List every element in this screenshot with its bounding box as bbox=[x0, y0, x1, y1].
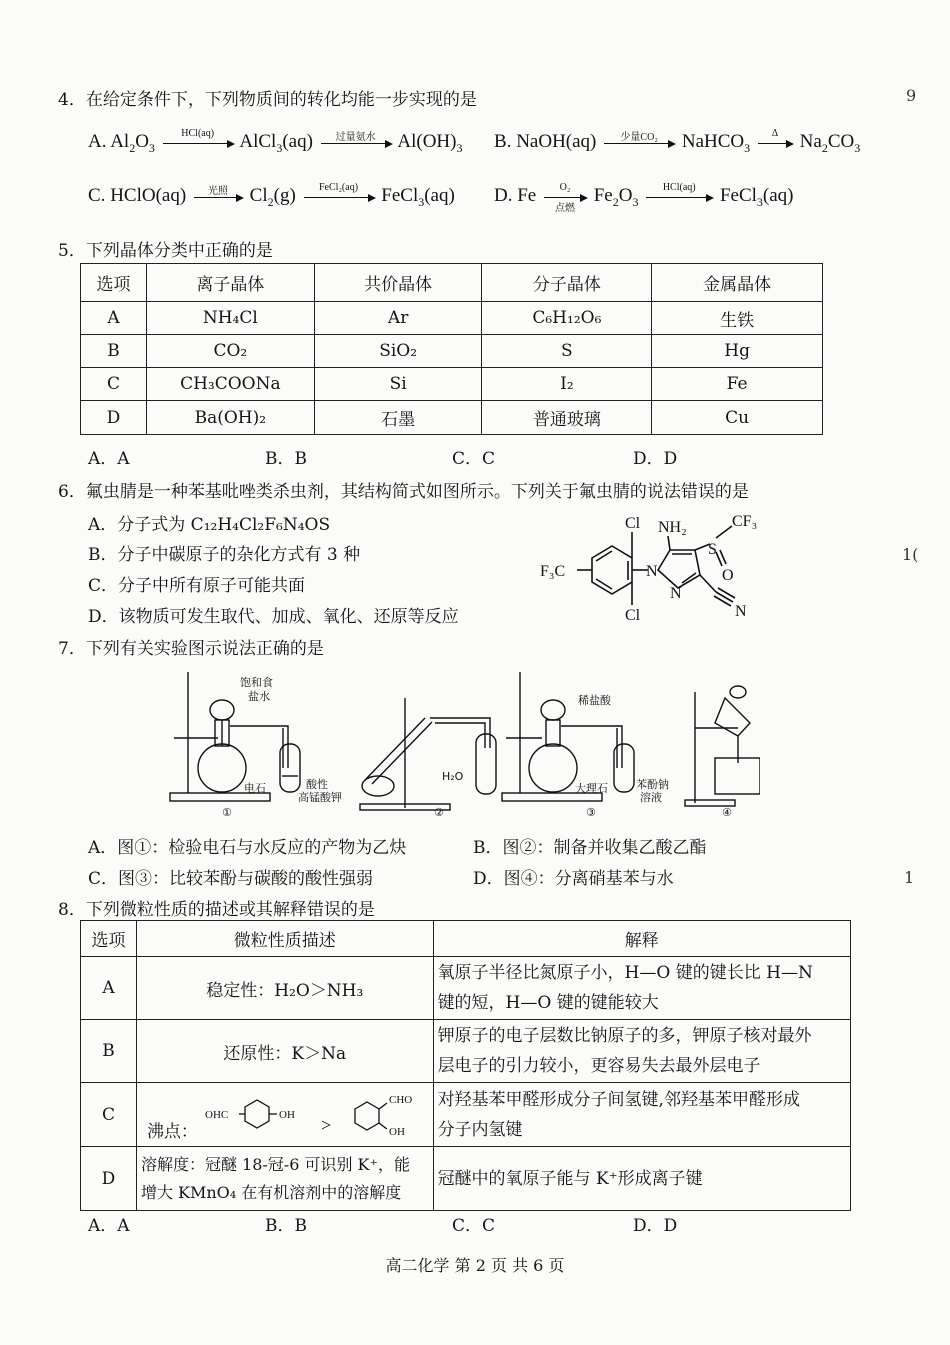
table-cell: D bbox=[81, 401, 147, 435]
svg-text:OH: OH bbox=[278, 1109, 295, 1121]
question-5-stem: 5．下列晶体分类中正确的是 bbox=[58, 241, 273, 261]
q8-answer-c[interactable]: C．C bbox=[452, 1216, 496, 1236]
reaction-arrow: 少量CO₂ bbox=[604, 141, 674, 144]
svg-text:>: > bbox=[320, 1115, 332, 1135]
header-cell: 离子晶体 bbox=[146, 264, 314, 302]
oxygen-label: O bbox=[722, 567, 734, 584]
label-water: H₂O bbox=[442, 770, 464, 783]
reaction-arrow: HCl(aq) bbox=[646, 195, 712, 198]
figure-number: ① bbox=[222, 806, 232, 819]
explanation-cell: 对羟基苯甲醛形成分子间氢键,邻羟基苯甲醛形成 分子内氢键 bbox=[433, 1083, 850, 1147]
table-cell: Ba(OH)₂ bbox=[146, 401, 314, 435]
table-cell: Si bbox=[314, 368, 482, 401]
q7-option-c[interactable]: C．图③：比较苯酚与碳酸的酸性强弱 bbox=[88, 869, 374, 889]
f3c-label: F₃C bbox=[540, 563, 566, 580]
label-carbide: 电石 bbox=[244, 782, 266, 795]
header-cell: 选项 bbox=[81, 264, 147, 302]
q4-option-d[interactable]: D. Fe O₂ 点燃 $Fe_2O_3$ HCl(aq) FeCl$_3$(aq) bbox=[494, 182, 794, 215]
table-row bbox=[81, 1083, 851, 1147]
nitrogen-label: N bbox=[646, 563, 658, 580]
label-phenoxide: 苯酚钠 bbox=[636, 778, 669, 791]
q7-option-a[interactable]: A．图①：检验电石与水反应的产物为乙炔 bbox=[88, 838, 407, 858]
q4-option-a[interactable]: A. $Al_2O_3$ HCl(aq) AlCl$_3$(aq) 过量氨水 $Al(OH)_3$ bbox=[88, 128, 463, 155]
table-cell: D bbox=[81, 1147, 137, 1211]
experiment-figures bbox=[160, 668, 760, 820]
table-row bbox=[81, 302, 823, 335]
label-marble: 大理石 bbox=[575, 782, 608, 795]
reaction-arrow: HCl(aq) bbox=[163, 141, 233, 144]
fipronil-structure bbox=[530, 510, 780, 625]
table-row bbox=[81, 401, 823, 435]
page-margin-mark: 1( bbox=[902, 545, 919, 564]
header-cell: 选项 bbox=[81, 921, 137, 957]
label-kmno4-2: 高锰酸钾 bbox=[298, 791, 342, 804]
header-cell: 共价晶体 bbox=[314, 264, 482, 302]
page-margin-mark: 1 bbox=[904, 868, 915, 887]
reaction-arrow: Δ bbox=[758, 141, 792, 144]
table-row bbox=[81, 368, 823, 401]
q8-answer-b[interactable]: B．B bbox=[265, 1216, 307, 1236]
table-header-row bbox=[81, 264, 823, 302]
table-header-row bbox=[81, 921, 851, 957]
table-row bbox=[81, 1020, 851, 1083]
table-cell: NH₄Cl bbox=[146, 302, 314, 335]
q8-answer-d[interactable]: D．D bbox=[633, 1216, 678, 1236]
q6-option-c[interactable]: C．分子中所有原子可能共面 bbox=[88, 576, 306, 596]
q4-option-b[interactable]: B. NaOH(aq) 少量CO₂ NaHCO$_3$ Δ $Na_2CO_3$ bbox=[494, 128, 861, 155]
table-cell: B bbox=[81, 1020, 137, 1083]
amino-label: NH₂ bbox=[658, 519, 687, 536]
page-margin-number: 9 bbox=[906, 86, 917, 105]
table-cell: SiO₂ bbox=[314, 335, 482, 368]
nitrile-n-label: N bbox=[735, 603, 747, 620]
particle-property-table bbox=[80, 920, 851, 1211]
q7-option-b[interactable]: B．图②：制备并收集乙酸乙酯 bbox=[473, 838, 707, 858]
table-row bbox=[81, 957, 851, 1020]
reaction-arrow: O₂ 点燃 bbox=[544, 195, 586, 198]
table-cell: Cu bbox=[652, 401, 823, 435]
table-row bbox=[81, 1147, 851, 1211]
q8-answer-a[interactable]: A．A bbox=[88, 1216, 130, 1236]
label-phenoxide-2: 溶液 bbox=[640, 791, 662, 804]
reaction-arrow: 光照 bbox=[194, 195, 242, 198]
svg-text:OH: OH bbox=[388, 1126, 405, 1138]
figure-number: ③ bbox=[586, 806, 596, 819]
nitrogen-label: N bbox=[670, 585, 682, 602]
header-cell: 微粒性质描述 bbox=[136, 921, 433, 957]
q5-answer-c[interactable]: C．C bbox=[452, 449, 496, 469]
label-brine-2: 盐水 bbox=[248, 690, 270, 703]
table-cell: 普通玻璃 bbox=[482, 401, 652, 435]
reaction-arrow: FeCl₂(aq) bbox=[304, 195, 374, 198]
table-cell: 溶解度：冠醚 18-冠-6 可识别 K⁺，能 增大 KMnO₄ 在有机溶剂中的溶解度 bbox=[136, 1147, 433, 1211]
table-cell: B bbox=[81, 335, 147, 368]
figure-number: ② bbox=[434, 806, 444, 819]
label-kmno4: 酸性 bbox=[306, 778, 328, 791]
cf3-label: CF₃ bbox=[732, 513, 758, 530]
sulfur-label: S bbox=[708, 541, 717, 558]
chlorine-label: Cl bbox=[625, 515, 641, 532]
header-cell: 分子晶体 bbox=[482, 264, 652, 302]
table-cell: S bbox=[482, 335, 652, 368]
figure-number: ④ bbox=[722, 806, 732, 819]
q5-answer-b[interactable]: B．B bbox=[265, 449, 307, 469]
table-row bbox=[81, 335, 823, 368]
q4-option-c[interactable]: C. HClO(aq) 光照 $Cl_2(g)$ FeCl₂(aq) FeCl$_3$(aq) bbox=[88, 182, 455, 209]
header-cell: 金属晶体 bbox=[652, 264, 823, 302]
explanation-cell: 冠醚中的氧原子能与 K⁺形成离子键 bbox=[433, 1147, 850, 1211]
table-cell: I₂ bbox=[482, 368, 652, 401]
svg-text:CHO: CHO bbox=[388, 1094, 413, 1106]
table-cell: CH₃COONa bbox=[146, 368, 314, 401]
table-cell: Ar bbox=[314, 302, 482, 335]
table-cell: C bbox=[81, 1083, 137, 1147]
question-4-stem: 4．在给定条件下，下列物质间的转化均能一步实现的是 bbox=[58, 90, 477, 110]
header-cell: 解释 bbox=[433, 921, 850, 957]
table-cell: 石墨 bbox=[314, 401, 482, 435]
explanation-cell: 氧原子半径比氮原子小，H—O 键的键长比 H—N 键的短，H—O 键的键能较大 bbox=[433, 957, 850, 1020]
table-cell: 沸点： OHC OH > CHO OH bbox=[136, 1083, 433, 1147]
reaction-arrow: 过量氨水 bbox=[321, 141, 391, 144]
question-8-stem: 8．下列微粒性质的描述或其解释错误的是 bbox=[58, 900, 375, 920]
q6-option-d[interactable]: D．该物质可发生取代、加成、氧化、还原等反应 bbox=[88, 607, 459, 627]
page-footer: 高二化学 第 2 页 共 6 页 bbox=[385, 1256, 565, 1275]
table-cell: C₆H₁₂O₆ bbox=[482, 302, 652, 335]
label-hcl: 稀盐酸 bbox=[578, 694, 611, 707]
explanation-cell: 钾原子的电子层数比钠原子的多，钾原子核对最外 层电子的引力较小，更容易失去最外层电子 bbox=[433, 1020, 850, 1083]
table-cell: 生铁 bbox=[652, 302, 823, 335]
table-cell: A bbox=[81, 957, 137, 1020]
table-cell: C bbox=[81, 368, 147, 401]
label-brine: 饱和食 bbox=[240, 676, 273, 689]
q5-answer-d[interactable]: D．D bbox=[633, 449, 678, 469]
benzaldehyde-structures bbox=[205, 1087, 425, 1143]
table-cell: CO₂ bbox=[146, 335, 314, 368]
question-6-stem: 6．氟虫腈是一种苯基吡唑类杀虫剂，其结构简式如图所示。下列关于氟虫腈的说法错误的是 bbox=[58, 482, 749, 502]
table-cell: Hg bbox=[652, 335, 823, 368]
crystal-classification-table bbox=[80, 263, 823, 435]
chlorine-label: Cl bbox=[625, 607, 641, 624]
q6-option-b[interactable]: B．分子中碳原子的杂化方式有 3 种 bbox=[88, 545, 361, 565]
q6-option-a[interactable]: A．分子式为 C₁₂H₄Cl₂F₆N₄OS bbox=[88, 515, 331, 535]
svg-text:OHC: OHC bbox=[204, 1109, 229, 1121]
table-cell: Fe bbox=[652, 368, 823, 401]
q7-option-d[interactable]: D．图④：分离硝基苯与水 bbox=[473, 869, 674, 889]
table-cell: A bbox=[81, 302, 147, 335]
table-cell: 还原性：K＞Na bbox=[136, 1020, 433, 1083]
q5-answer-a[interactable]: A．A bbox=[88, 449, 130, 469]
table-cell: 稳定性：H₂O＞NH₃ bbox=[136, 957, 433, 1020]
question-7-stem: 7．下列有关实验图示说法正确的是 bbox=[58, 639, 324, 659]
